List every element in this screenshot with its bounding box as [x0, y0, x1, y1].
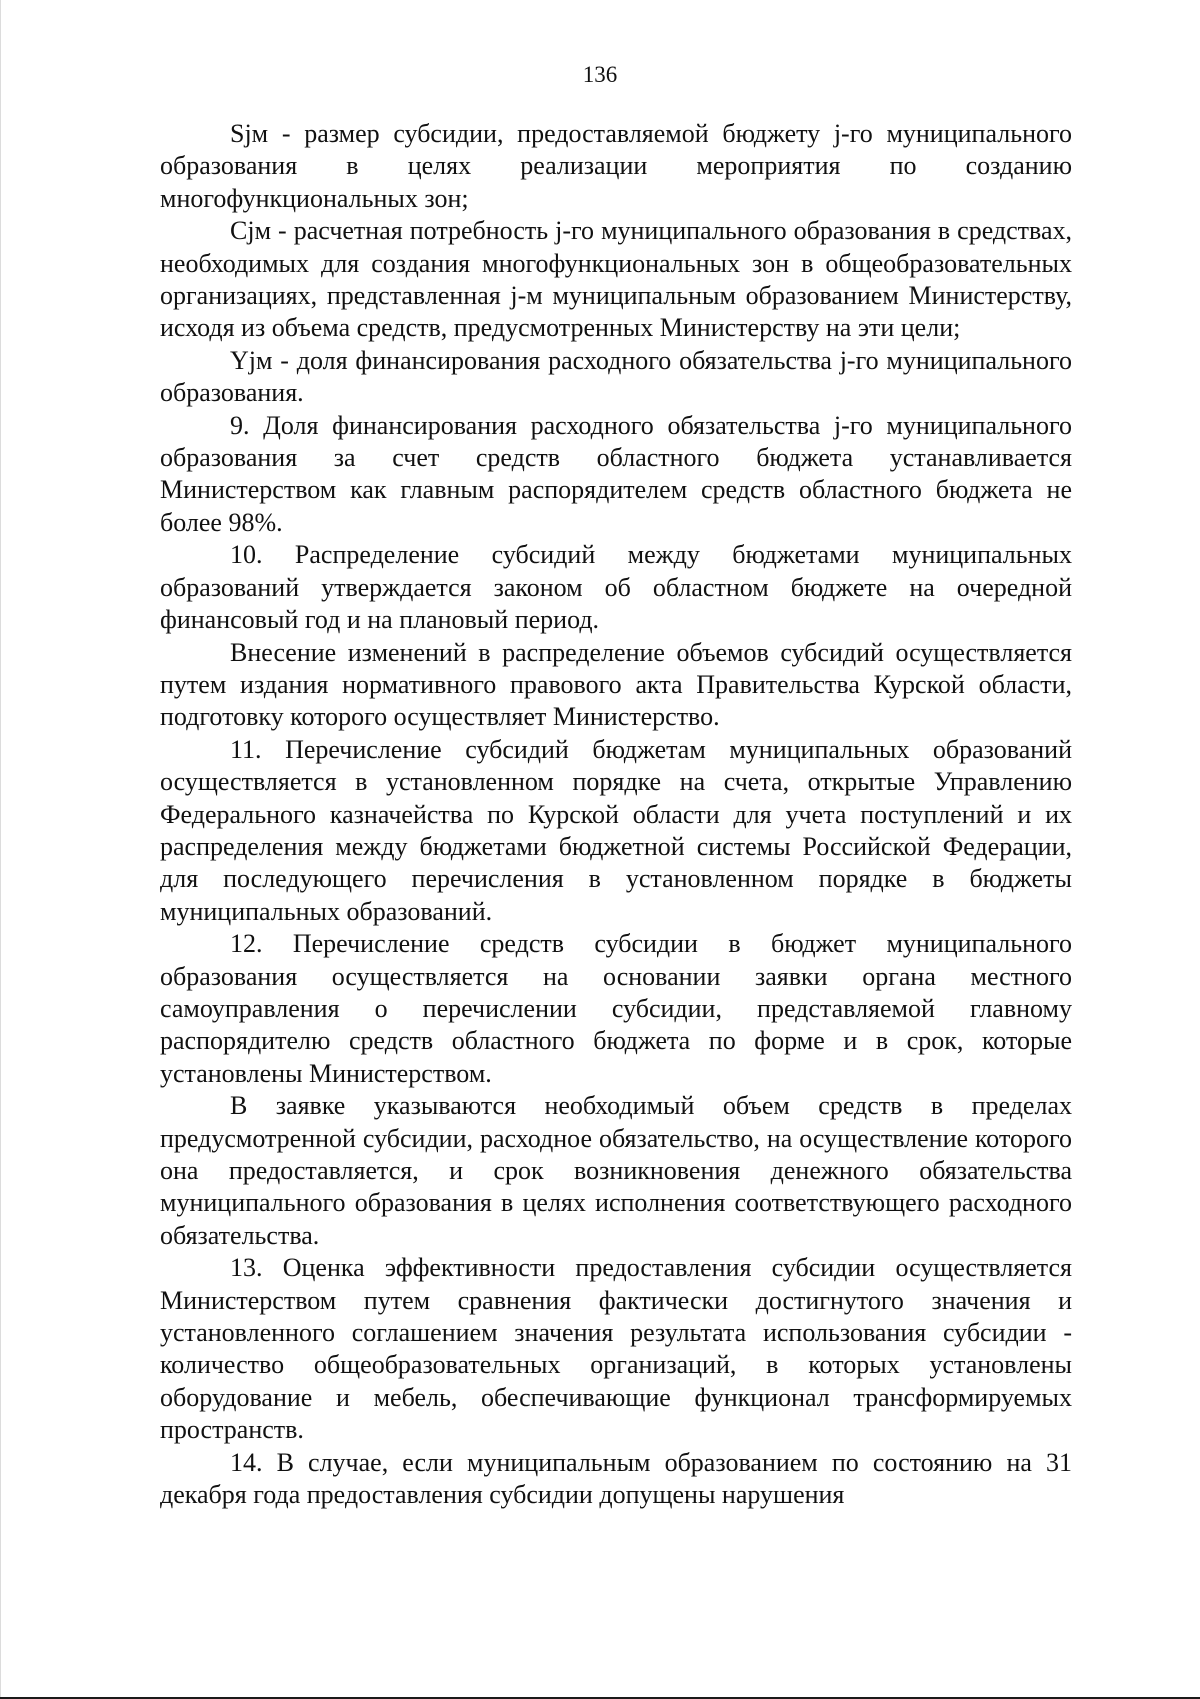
paragraph-item-10: 10. Распределение субсидий между бюджетами муниципальных образований утверждается законом об областном бюджете на очередной финансовый год и на плановый период. — [160, 540, 1072, 635]
paragraph-yjm-definition: Yjм - доля финансирования расходного обязательства j-го муниципального образования. — [160, 345, 1072, 408]
document-body — [160, 118, 1072, 1511]
paragraph-application-contents: В заявке указываются необходимый объем средств в пределах предусмотренной субсидии, расходное обязательство, на осуществление которого она предоставляется, и срок возникновения денежного обязательства муниципального образования в целях исполнения соответствующего расходного обязательства. — [160, 1091, 1072, 1250]
paragraph-item-13: 13. Оценка эффективности предоставления субсидии осуществляется Министерством путем сравнения фактически достигнутого значения и установленного соглашением значения результата использования субсидии - количество общеобразовательных организаций, в которых установлены оборудование и мебель, обеспечивающие функционал трансформируемых пространств. — [160, 1253, 1072, 1445]
paragraph-item-12: 12. Перечисление средств субсидии в бюджет муниципального образования осуществляется на основании заявки органа местного самоуправления о перечислении субсидии, представляемой главному распорядителю средств областного бюджета по форме и в срок, которые установлены Министерством. — [160, 929, 1072, 1088]
paragraph-amendments: Внесение изменений в распределение объемов субсидий осуществляется путем издания нормативного правового акта Правительства Курской области, подготовку которого осуществляет Министерство. — [160, 637, 1072, 732]
scan-left-edge — [0, 0, 1, 1699]
page-number: 136 — [582, 62, 618, 87]
paragraph-item-14: 14. В случае, если муниципальным образованием по состоянию на 31 декабря года предоставления субсидии допущены нарушения — [160, 1447, 1072, 1510]
paragraph-sjm-definition: Sjм - размер субсидии, предоставляемой бюджету j-го муниципального образования в целях реализации мероприятия по созданию многофункциональных зон; — [160, 119, 1072, 213]
paragraph-item-11: 11. Перечисление субсидий бюджетам муниципальных образований осуществляется в установленном порядке на счета, открытые Управлению Федерального казначейства по Курской области для учета поступлений и их распределения между бюджетами бюджетной системы Российской Федерации, для последующего перечисления в установленном порядке в бюджеты муниципальных образований. — [160, 734, 1072, 926]
paragraph-cjm-definition: Cjм - расчетная потребность j-го муниципального образования в средствах, необходимых для создания многофункциональных зон в общеобразовательных организациях, представленная j-м муниципальным образованием Министерству, исходя из объема средств, предусмотренных Министерству на эти цели; — [160, 216, 1072, 343]
paragraph-item-9: 9. Доля финансирования расходного обязательства j-го муниципального образования за счет средств областного бюджета устанавливается Министерством как главным распорядителем средств областного бюджета не более 98%. — [160, 410, 1072, 537]
